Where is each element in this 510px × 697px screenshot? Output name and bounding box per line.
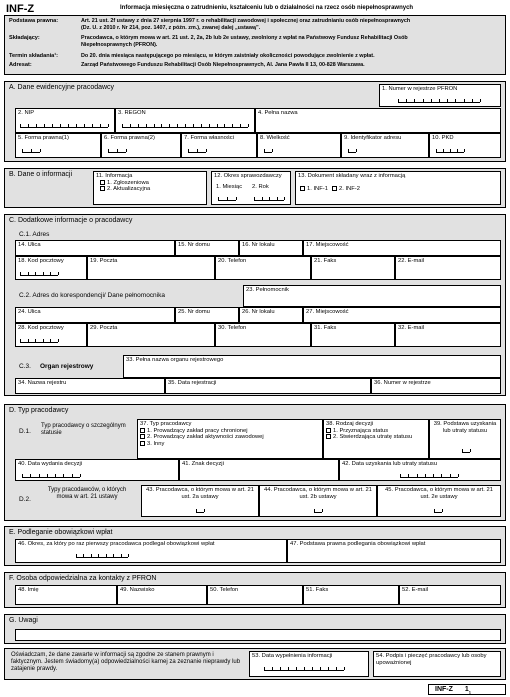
field-decision-reference[interactable] [179, 459, 339, 481]
section-c-title: C. Dodatkowe informacje o pracodawcy [9, 217, 133, 224]
field-label: 27. Miejscowość [306, 309, 349, 315]
field-first-name[interactable] [15, 585, 117, 605]
form-code: INF-Z [6, 3, 35, 15]
option-status-loss[interactable]: 2. Stwierdzająca utratę statusu [326, 434, 426, 441]
field-ownership-form[interactable] [181, 133, 257, 158]
section-g [4, 614, 506, 644]
field-legal-form-1[interactable] [15, 133, 101, 158]
field-label: 41. Znak decyzji [182, 461, 224, 467]
field-legal-form-2[interactable] [101, 133, 181, 158]
field-label: 8. Wielkość [260, 135, 290, 141]
header-value: Do 20. dnia miesiąca następującego po miesiącu, w którym zaistniały okoliczności powodujące zwolnienie z wpłat. [81, 53, 375, 59]
field-label: 54. Podpis i pieczęć pracodawcy lub osoby upoważnionej [376, 653, 487, 666]
subsection-c3: C.3. Organ rejestrowy [15, 355, 123, 378]
field-decision-type[interactable] [323, 419, 429, 459]
field-address-id[interactable] [341, 133, 429, 158]
header-value: (Dz. U. z 2010 r. Nr 214, poz. 1407, z późn. zm.), zwanej dalej „ustawą”. [81, 25, 261, 31]
section-d [4, 404, 506, 521]
field-pkd[interactable] [429, 133, 501, 158]
footer-code: INF-Z [435, 686, 453, 693]
subsection-d1-title: Typ pracodawcy o szczególnym statusie [41, 423, 126, 436]
field-label: 18. Kod pocztowy [18, 258, 64, 264]
field-label: 53. Data wypełnienia informacji [252, 653, 333, 659]
field-label: 42. Data uzyskania lub utraty statusu [342, 461, 438, 467]
section-b-title: B. Dane o informacji [9, 171, 73, 178]
month-label: 1. Miesiąc [216, 184, 243, 190]
field-label: 10. PKD [432, 135, 454, 141]
field-decision-date[interactable] [15, 459, 179, 481]
field-label: 15. Nr domu [178, 242, 210, 248]
header-value: Niepełnosprawnych (PFRON). [81, 42, 158, 48]
field-size[interactable] [257, 133, 341, 158]
option-other[interactable]: 3. Inny [140, 441, 320, 448]
field-label: 32. E-mail [398, 325, 425, 331]
option-vocational-activity[interactable]: 2. Prowadzący zakład aktywności zawodowej [140, 434, 320, 441]
field-label: 3. REGON [118, 110, 146, 116]
declaration-statement: Oświadczam, że dane zawarte w informacji są zgodne ze stanem prawnym i faktycznym. Jestem świadomy(a) odpowiedzialności karnej za zeznanie nieprawdy lub zatajenie prawdy. [11, 652, 241, 672]
field-phone-2[interactable] [215, 323, 311, 347]
field-street[interactable] [15, 240, 175, 256]
field-label: 12. Okres sprawozdawczy [214, 173, 282, 179]
header-label: Adresat: [9, 62, 32, 68]
field-label: 49. Nazwisko [120, 587, 155, 593]
field-label: 21. Faks [314, 258, 337, 264]
field-label: 5. Forma prawna(1) [18, 135, 69, 141]
field-label: 28. Kod pocztowy [18, 325, 64, 331]
field-house-number-2[interactable] [175, 307, 239, 323]
field-label: 20. Telefon [218, 258, 247, 264]
field-label: 24. Ulica [18, 309, 41, 315]
field-label: 34. Nazwa rejestru [18, 380, 67, 386]
field-label: 37. Typ pracodawcy [140, 421, 192, 427]
header-label: Termin składania¹: [9, 53, 59, 59]
field-phone[interactable] [215, 256, 311, 280]
field-label: 36. Numer w rejestrze [374, 380, 431, 386]
field-regon[interactable] [115, 108, 255, 133]
field-email[interactable] [395, 256, 501, 280]
field-fill-date[interactable] [249, 651, 369, 677]
field-label: 4. Pełna nazwa [258, 110, 298, 116]
field-apartment-number[interactable] [239, 240, 303, 256]
field-status-basis[interactable] [429, 419, 501, 459]
section-signature [4, 648, 506, 680]
header-label: Podstawa prawna: [9, 18, 59, 24]
field-fax[interactable] [311, 256, 395, 280]
field-employer-2b[interactable] [259, 485, 377, 517]
field-label: 46. Okres, za który po raz pierwszy pracodawca podlegał obowiązkowi wpłat [18, 541, 215, 547]
header-value: Zarząd Państwowego Funduszu Rehabilitacji Osób Niepełnosprawnych, Al. Jana Pawła II 13, 00-828 Warszawa. [81, 62, 365, 68]
field-label: 35. Data rejestracji [168, 380, 217, 386]
field-label: 45. Pracodawca, o którym mowa w art. 21 ust. 2e ustawy [385, 487, 493, 500]
subsection-c2: C.2. Adres do korespondencji/ Dane pełnomocnika [15, 285, 243, 307]
field-signature[interactable] [373, 651, 501, 677]
field-label: 44. Pracodawca, o którym mowa w art. 21 ust. 2b ustawy [264, 487, 372, 500]
option-sheltered-workplace[interactable]: 1. Prowadzący zakład pracy chronionej [140, 428, 320, 435]
field-label: 43. Pracodawca, o którym mowa w art. 21 ust. 2a ustawy [146, 487, 254, 500]
subsection-d1: D.1. [15, 421, 39, 443]
page-number: 1 [464, 686, 469, 693]
subsection-d2-title: Typy pracodawców, o których mowa w art. 21 ustawy [47, 487, 127, 500]
field-last-name[interactable] [117, 585, 207, 605]
field-label: 13. Dokument składany wraz z informacją [298, 173, 406, 179]
field-apartment-number-2[interactable] [239, 307, 303, 323]
field-label: 30. Telefon [218, 325, 247, 331]
field-label: 11. Informacja [96, 173, 133, 179]
section-a-title: A. Dane ewidencyjne pracodawcy [9, 84, 115, 91]
field-contact-phone[interactable] [207, 585, 303, 605]
section-d-title: D. Typ pracodawcy [9, 407, 69, 414]
field-attached-document[interactable] [295, 171, 501, 205]
option-registration[interactable]: 1. Zgłoszeniowa [96, 180, 204, 187]
field-nip[interactable] [15, 108, 115, 133]
field-label: 39. Podstawa uzyskania lub utraty statusu [433, 421, 497, 434]
option-inf-1[interactable]: 1. INF-1 [300, 186, 328, 193]
field-label: 52. E-mail [402, 587, 429, 593]
field-label: 9. Identyfikator adresu [344, 135, 402, 141]
field-status-date[interactable] [339, 459, 501, 481]
field-label: 29. Poczta [90, 325, 118, 331]
field-label: 48. Imię [18, 587, 39, 593]
field-label: 38. Rodzaj decyzji [326, 421, 374, 427]
field-house-number[interactable] [175, 240, 239, 256]
section-g-title: G. Uwagi [9, 617, 38, 624]
field-employer-type[interactable] [137, 419, 323, 459]
field-full-name[interactable] [255, 108, 501, 133]
field-label: 25. Nr domu [178, 309, 210, 315]
field-proxy[interactable] [243, 285, 501, 307]
legal-header [4, 15, 506, 75]
field-label: 17. Miejscowość [306, 242, 349, 248]
section-f-title: F. Osoba odpowiedzialna za kontakty z PFRON [9, 575, 157, 582]
field-registry-name[interactable] [15, 378, 165, 394]
field-postal-code[interactable] [15, 256, 87, 280]
field-postal-code-2[interactable] [15, 323, 87, 347]
year-label: 2. Rok [252, 184, 269, 190]
field-label: 33. Pełna nazwa organu rejestrowego [126, 357, 224, 363]
field-label: 23. Pełnomocnik [246, 287, 289, 293]
field-contact-email[interactable] [399, 585, 501, 605]
field-label: 7. Forma własności [184, 135, 234, 141]
field-label: 50. Telefon [210, 587, 239, 593]
section-f [4, 572, 506, 608]
subsection-c1: C.1. Adres [15, 229, 501, 240]
field-label: 22. E-mail [398, 258, 425, 264]
field-information-type[interactable] [93, 171, 207, 205]
field-registry-number[interactable] [371, 378, 501, 394]
field-post-office[interactable] [87, 256, 215, 280]
option-inf-2[interactable]: 2. INF-2 [332, 186, 360, 193]
field-legal-basis[interactable] [287, 539, 501, 563]
field-pfron-number[interactable] [379, 84, 501, 107]
field-street-2[interactable] [15, 307, 175, 323]
field-reporting-period[interactable] [211, 171, 291, 205]
field-label: 14. Ulica [18, 242, 41, 248]
header-value: Pracodawca, o którym mowa w art. 21 ust. 2, 2a, 2b lub 2e ustawy, zwolniony z wpłat na Państwowy Fundusz Rehabilitacji Osób [81, 35, 408, 41]
field-label: 26. Nr lokalu [242, 309, 275, 315]
field-first-period[interactable] [15, 539, 287, 563]
field-registration-date[interactable] [165, 378, 371, 394]
section-a [4, 81, 506, 162]
field-label: 6. Forma prawna(2) [104, 135, 155, 141]
page-count: 1 [468, 689, 471, 695]
field-post-office-2[interactable] [87, 323, 215, 347]
field-remarks[interactable] [15, 629, 501, 641]
field-label: 51. Faks [306, 587, 329, 593]
field-city-2[interactable] [303, 307, 501, 323]
field-contact-fax[interactable] [303, 585, 399, 605]
section-b [4, 168, 506, 208]
header-label: Składający: [9, 35, 40, 41]
page-footer [428, 684, 506, 695]
field-employer-2e[interactable] [377, 485, 501, 517]
field-label: 1. Numer w rejestrze PFRON [382, 86, 458, 92]
field-label: 16. Nr lokalu [242, 242, 275, 248]
option-granting-status[interactable]: 1. Przyznająca status [326, 428, 426, 435]
field-email-2[interactable] [395, 323, 501, 347]
field-label: 47. Podstawa prawna podlegania obowiązkowi wpłat [290, 541, 426, 547]
field-fax-2[interactable] [311, 323, 395, 347]
field-label: 2. NIP [18, 110, 35, 116]
field-label: 19. Poczta [90, 258, 118, 264]
form-title: Informacja miesięczna o zatrudnieniu, kształceniu lub o działalności na rzecz osób niepełnosprawnych [120, 5, 414, 11]
field-city[interactable] [303, 240, 501, 256]
field-registry-authority[interactable] [123, 355, 501, 378]
field-label: 40. Data wydania decyzji [18, 461, 83, 467]
section-e-title: E. Podleganie obowiązkowi wpłat [9, 529, 113, 536]
field-label: 31. Faks [314, 325, 337, 331]
section-e [4, 526, 506, 566]
field-employer-2a[interactable] [141, 485, 259, 517]
option-update[interactable]: 2. Aktualizacyjna [96, 186, 204, 193]
header-value: Art. 21 ust. 2f ustawy z dnia 27 sierpnia 1997 r. o rehabilitacji zawodowej i społecznej oraz zatrudnianiu osób niepełnosprawnych [81, 18, 411, 24]
subsection-d2: D.2. [15, 487, 39, 513]
section-c [4, 214, 506, 396]
